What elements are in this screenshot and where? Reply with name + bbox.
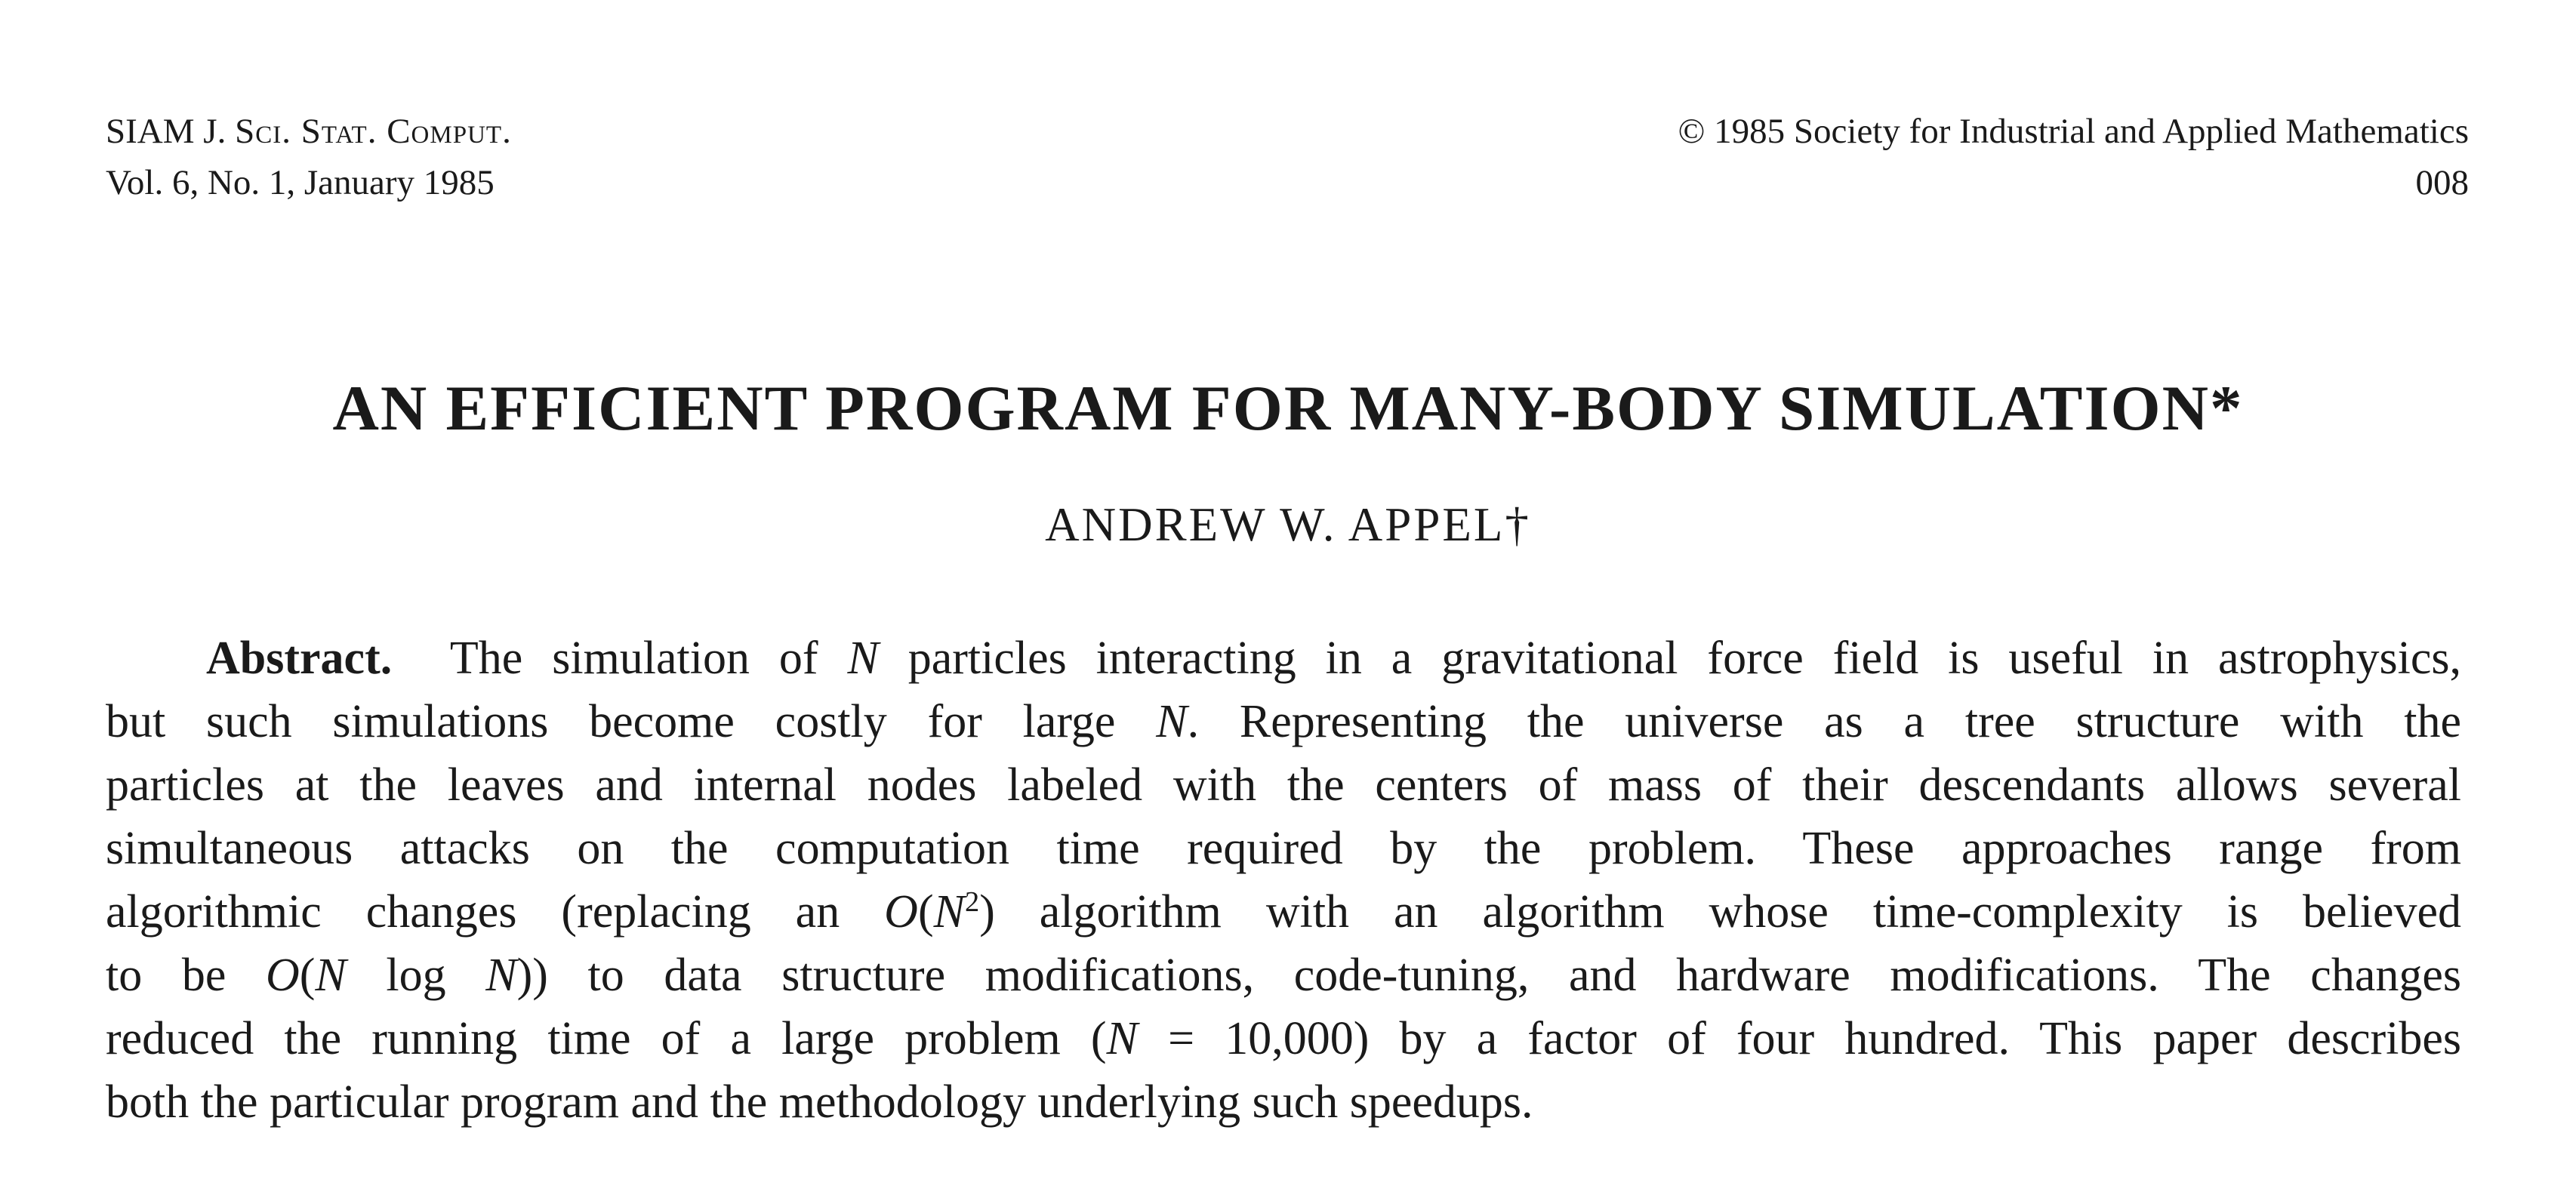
abstract-line-7: reduced the running time of a large problem (N = 10,000) by a factor of four hundred. This paper describes — [106, 1013, 2462, 1064]
copyright-line: © 1985 Society for Industrial and Applied Mathematics — [1678, 112, 2469, 151]
abstract-line-5: algorithmic changes (replacing an $O(N^2)$ algorithm with an algorithm whose time-complexity is believed — [106, 885, 2461, 938]
abstract-line-6: to be O(N log N)) to data structure modifications, code-tuning, and hardware modifications. The changes — [106, 950, 2461, 1001]
abstract-line-4: simultaneous attacks on the computation time required by the problem. These approaches range from — [106, 823, 2461, 874]
abstract-line-2: but such simulations become costly for large N. Representing the universe as a tree structure with the — [106, 696, 2461, 747]
abstract — [106, 627, 2461, 1134]
copyright-icon: © — [1678, 112, 1706, 151]
abstract-line-8: both the particular program and the methodology underlying such speedups. — [106, 1076, 1533, 1128]
abstract-label: Abstract. — [206, 633, 393, 684]
journal-name: SIAM J. Sci. Stat. Comput. — [106, 112, 512, 151]
journal-header — [106, 106, 512, 208]
abstract-line-1: Abstract. The simulation of N particles interacting in a gravitational force field is useful in astrophysics, — [206, 633, 2462, 684]
paper-title: AN EFFICIENT PROGRAM FOR MANY-BODY SIMULATION* — [332, 373, 2244, 444]
abstract-line-3: particles at the leaves and internal nodes labeled with the centers of mass of their descendants allows several — [106, 759, 2461, 811]
article-number: 008 — [2415, 163, 2469, 202]
volume-line: Vol. 6, No. 1, January 1985 — [106, 163, 495, 202]
copyright-header — [1678, 106, 2469, 208]
paper-author: ANDREW W. APPEL† — [1045, 498, 1531, 551]
